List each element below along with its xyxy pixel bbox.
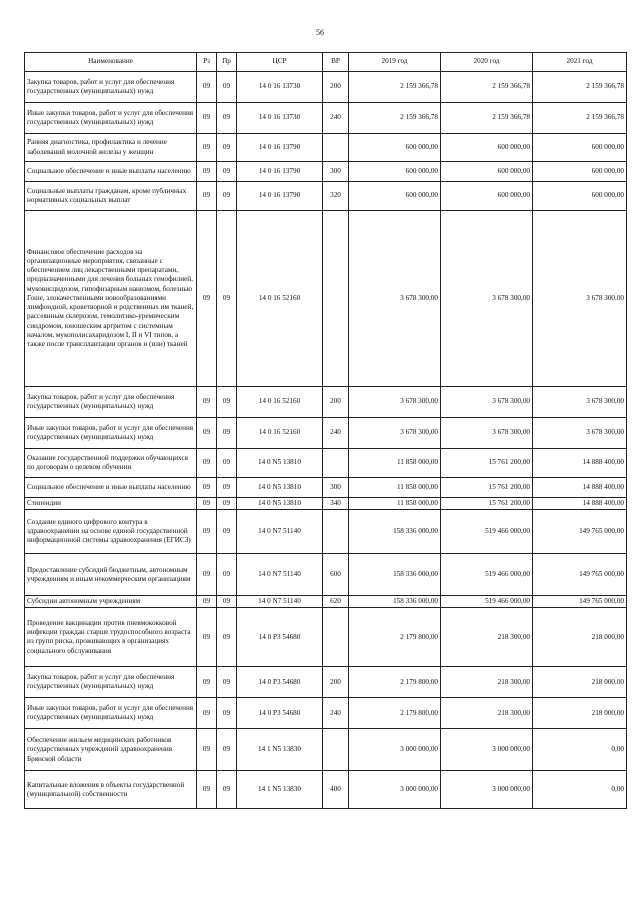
row-amount-2019: 11 858 000,00 [349, 478, 441, 498]
row-amount-2021: 600 000,00 [533, 182, 627, 211]
row-amount-2021: 14 888 400,00 [533, 498, 627, 510]
row-amount-2021: 3 678 300,00 [533, 418, 627, 449]
row-name: Иные закупки товаров, работ и услуг для обеспечения государственных (муниципальных) нужд [25, 418, 197, 449]
table-row [25, 418, 627, 449]
row-csr: 14 0 16 13730 [237, 103, 323, 134]
row-amount-2019: 3 000 000,00 [349, 729, 441, 771]
row-vr: 300 [323, 478, 349, 498]
row-amount-2019: 600 000,00 [349, 162, 441, 182]
row-rz: 09 [197, 72, 217, 103]
row-csr: 14 0 16 13790 [237, 182, 323, 211]
row-csr: 14 0 N5 13810 [237, 449, 323, 478]
table-row [25, 103, 627, 134]
row-csr: 14 0 P3 54680 [237, 698, 323, 729]
row-pr: 09 [217, 698, 237, 729]
row-amount-2020: 600 000,00 [441, 162, 533, 182]
row-amount-2020: 3 678 300,00 [441, 387, 533, 418]
row-rz: 09 [197, 134, 217, 162]
row-pr: 09 [217, 608, 237, 667]
row-rz: 09 [197, 510, 217, 554]
row-amount-2020: 2 159 366,78 [441, 72, 533, 103]
row-rz: 09 [197, 418, 217, 449]
table-row [25, 134, 627, 162]
header-rz: Рз [197, 53, 217, 72]
row-pr: 09 [217, 162, 237, 182]
row-amount-2021: 0,00 [533, 771, 627, 809]
row-amount-2019: 2 179 800,00 [349, 608, 441, 667]
table-row [25, 211, 627, 387]
row-name: Социальные выплаты гражданам, кроме публичных нормативных социальных выплат [25, 182, 197, 211]
row-amount-2021: 2 159 366,78 [533, 103, 627, 134]
row-rz: 09 [197, 182, 217, 211]
row-pr: 09 [217, 554, 237, 596]
header-2020: 2020 год [441, 53, 533, 72]
row-amount-2019: 11 858 000,00 [349, 449, 441, 478]
row-name: Субсидии автономным учреждениям [25, 596, 197, 608]
row-name: Закупка товаров, работ и услуг для обеспечения государственных (муниципальных) нужд [25, 667, 197, 698]
table-row [25, 498, 627, 510]
row-amount-2019: 3 678 300,00 [349, 211, 441, 387]
row-vr: 320 [323, 182, 349, 211]
row-amount-2020: 600 000,00 [441, 182, 533, 211]
row-rz: 09 [197, 162, 217, 182]
row-amount-2019: 2 159 366,78 [349, 103, 441, 134]
row-csr: 14 0 16 13790 [237, 134, 323, 162]
row-rz: 09 [197, 498, 217, 510]
row-vr [323, 729, 349, 771]
header-2021: 2021 год [533, 53, 627, 72]
row-pr: 09 [217, 134, 237, 162]
row-amount-2020: 600 000,00 [441, 134, 533, 162]
row-amount-2019: 2 179 800,00 [349, 667, 441, 698]
row-vr: 200 [323, 667, 349, 698]
row-amount-2020: 15 761 200,00 [441, 478, 533, 498]
row-rz: 09 [197, 554, 217, 596]
table-row [25, 478, 627, 498]
row-amount-2020: 15 761 200,00 [441, 449, 533, 478]
table-row [25, 387, 627, 418]
row-amount-2021: 149 765 000,00 [533, 510, 627, 554]
row-amount-2019: 158 336 000,00 [349, 510, 441, 554]
header-2019: 2019 год [349, 53, 441, 72]
budget-table [24, 52, 627, 809]
row-amount-2021: 149 765 000,00 [533, 596, 627, 608]
row-amount-2019: 3 678 300,00 [349, 387, 441, 418]
row-amount-2019: 600 000,00 [349, 134, 441, 162]
table-header-row [25, 53, 627, 72]
row-rz: 09 [197, 211, 217, 387]
row-rz: 09 [197, 729, 217, 771]
row-csr: 14 1 N5 13830 [237, 771, 323, 809]
table-row [25, 729, 627, 771]
row-amount-2019: 3 000 000,00 [349, 771, 441, 809]
row-vr: 400 [323, 771, 349, 809]
row-csr: 14 0 N5 13810 [237, 478, 323, 498]
table-row [25, 771, 627, 809]
row-amount-2020: 3 000 000,00 [441, 771, 533, 809]
row-pr: 09 [217, 729, 237, 771]
row-rz: 09 [197, 596, 217, 608]
row-pr: 09 [217, 72, 237, 103]
table-row [25, 510, 627, 554]
row-amount-2021: 149 765 000,00 [533, 554, 627, 596]
row-vr: 240 [323, 418, 349, 449]
row-name: Закупка товаров, работ и услуг для обеспечения государственных (муниципальных) нужд [25, 387, 197, 418]
row-csr: 14 0 N7 51140 [237, 596, 323, 608]
header-vr: ВР [323, 53, 349, 72]
table-row [25, 596, 627, 608]
row-amount-2020: 218 300,00 [441, 698, 533, 729]
page-number: 56 [316, 28, 324, 37]
row-name: Проведение вакцинации против пневмококковой инфекции граждан старше трудоспособного возраста из групп риска, проживающих в организациях социального обслуживания [25, 608, 197, 667]
header-pr: Пр [217, 53, 237, 72]
row-pr: 09 [217, 498, 237, 510]
row-vr: 240 [323, 698, 349, 729]
row-amount-2020: 2 159 366,78 [441, 103, 533, 134]
row-csr: 14 0 P3 54680 [237, 608, 323, 667]
row-rz: 09 [197, 387, 217, 418]
row-vr [323, 608, 349, 667]
row-name: Ранняя диагностика, профилактика и лечение заболеваний молочной железы у женщин [25, 134, 197, 162]
row-amount-2020: 218 300,00 [441, 667, 533, 698]
row-rz: 09 [197, 478, 217, 498]
row-amount-2019: 11 858 000,00 [349, 498, 441, 510]
row-amount-2019: 2 159 366,78 [349, 72, 441, 103]
row-vr: 240 [323, 103, 349, 134]
row-rz: 09 [197, 103, 217, 134]
row-amount-2021: 218 000,00 [533, 667, 627, 698]
row-pr: 09 [217, 478, 237, 498]
row-amount-2020: 519 466 000,00 [441, 554, 533, 596]
row-amount-2020: 3 000 000,00 [441, 729, 533, 771]
row-rz: 09 [197, 449, 217, 478]
row-csr: 14 0 N7 51140 [237, 510, 323, 554]
row-amount-2020: 15 761 200,00 [441, 498, 533, 510]
row-pr: 09 [217, 596, 237, 608]
row-name: Иные закупки товаров, работ и услуг для обеспечения государственных (муниципальных) нужд [25, 698, 197, 729]
row-name: Иные закупки товаров, работ и услуг для обеспечения государственных (муниципальных) нужд [25, 103, 197, 134]
row-vr: 200 [323, 387, 349, 418]
row-csr: 14 0 16 13790 [237, 162, 323, 182]
table-row [25, 698, 627, 729]
table-body [25, 72, 627, 809]
row-vr: 300 [323, 162, 349, 182]
row-pr: 09 [217, 418, 237, 449]
row-pr: 09 [217, 667, 237, 698]
row-csr: 14 0 16 13730 [237, 72, 323, 103]
row-pr: 09 [217, 182, 237, 211]
row-rz: 09 [197, 698, 217, 729]
row-rz: 09 [197, 771, 217, 809]
row-vr: 340 [323, 498, 349, 510]
row-vr [323, 510, 349, 554]
row-amount-2021: 600 000,00 [533, 134, 627, 162]
row-amount-2020: 519 466 000,00 [441, 510, 533, 554]
row-csr: 14 0 N7 51140 [237, 554, 323, 596]
row-vr: 200 [323, 72, 349, 103]
row-csr: 14 0 P3 54680 [237, 667, 323, 698]
row-vr: 600 [323, 554, 349, 596]
table-row [25, 608, 627, 667]
row-amount-2021: 3 678 300,00 [533, 387, 627, 418]
row-amount-2021: 14 888 400,00 [533, 478, 627, 498]
row-pr: 09 [217, 510, 237, 554]
row-vr [323, 134, 349, 162]
header-csr: ЦСР [237, 53, 323, 72]
row-amount-2021: 218 000,00 [533, 608, 627, 667]
row-amount-2020: 218 300,00 [441, 608, 533, 667]
row-amount-2021: 3 678 300,00 [533, 211, 627, 387]
row-amount-2019: 600 000,00 [349, 182, 441, 211]
row-rz: 09 [197, 667, 217, 698]
row-pr: 09 [217, 771, 237, 809]
row-name: Оказание государственной поддержки обучающихся по договорам о целевом обучении [25, 449, 197, 478]
row-vr [323, 449, 349, 478]
row-amount-2021: 14 888 400,00 [533, 449, 627, 478]
row-name: Стипендии [25, 498, 197, 510]
table-row [25, 162, 627, 182]
table-row [25, 449, 627, 478]
row-pr: 09 [217, 103, 237, 134]
row-amount-2020: 3 678 300,00 [441, 211, 533, 387]
row-amount-2021: 218 000,00 [533, 698, 627, 729]
row-csr: 14 0 16 52160 [237, 387, 323, 418]
row-amount-2019: 158 336 000,00 [349, 554, 441, 596]
header-name: Наименование [25, 53, 197, 72]
row-pr: 09 [217, 387, 237, 418]
row-name: Финансовое обеспечение расходов на организационные мероприятия, связанные с обеспечением лиц лекарственными препаратами, предназначенными для лечения больных гемофилией, муковисцидозом, гипофизарным нанизмом, болезнью Гоше, злокачественными новообразованиями лимфоидной, кроветворной и родственных им тканей, рассеянным склерозом, гемолитико-уремическим синдромом, юношеским артритом с системным началом, мукополисахаридозом I, II и VI типов, а также после трансплантации органов и (или) тканей [25, 211, 197, 387]
table-row [25, 72, 627, 103]
row-name: Закупка товаров, работ и услуг для обеспечения государственных (муниципальных) нужд [25, 72, 197, 103]
row-amount-2021: 2 159 366,78 [533, 72, 627, 103]
row-name: Предоставление субсидий бюджетным, автономным учреждениям и иным некоммерческим организациям [25, 554, 197, 596]
row-vr [323, 211, 349, 387]
row-amount-2020: 519 466 000,00 [441, 596, 533, 608]
row-pr: 09 [217, 449, 237, 478]
row-amount-2019: 3 678 300,00 [349, 418, 441, 449]
row-amount-2019: 2 179 800,00 [349, 698, 441, 729]
row-pr: 09 [217, 211, 237, 387]
row-name: Социальное обеспечение и иные выплаты населению [25, 478, 197, 498]
table-row [25, 667, 627, 698]
row-csr: 14 0 N5 13810 [237, 498, 323, 510]
row-vr: 620 [323, 596, 349, 608]
row-amount-2021: 600 000,00 [533, 162, 627, 182]
row-name: Создание единого цифрового контура в здравоохранении на основе единой государственной информационной системы здравоохранения (ЕГИСЗ) [25, 510, 197, 554]
row-amount-2021: 0,00 [533, 729, 627, 771]
table-row [25, 182, 627, 211]
table-row [25, 554, 627, 596]
row-csr: 14 0 16 52160 [237, 211, 323, 387]
row-name: Обеспечение жильем медицинских работников государственных учреждений здравоохранения Брянской области [25, 729, 197, 771]
row-rz: 09 [197, 608, 217, 667]
row-csr: 14 0 16 52160 [237, 418, 323, 449]
row-name: Социальное обеспечение и иные выплаты населению [25, 162, 197, 182]
row-amount-2020: 3 678 300,00 [441, 418, 533, 449]
row-amount-2019: 158 336 000,00 [349, 596, 441, 608]
row-csr: 14 1 N5 13830 [237, 729, 323, 771]
row-name: Капитальные вложения в объекты государственной (муниципальной) собственности [25, 771, 197, 809]
